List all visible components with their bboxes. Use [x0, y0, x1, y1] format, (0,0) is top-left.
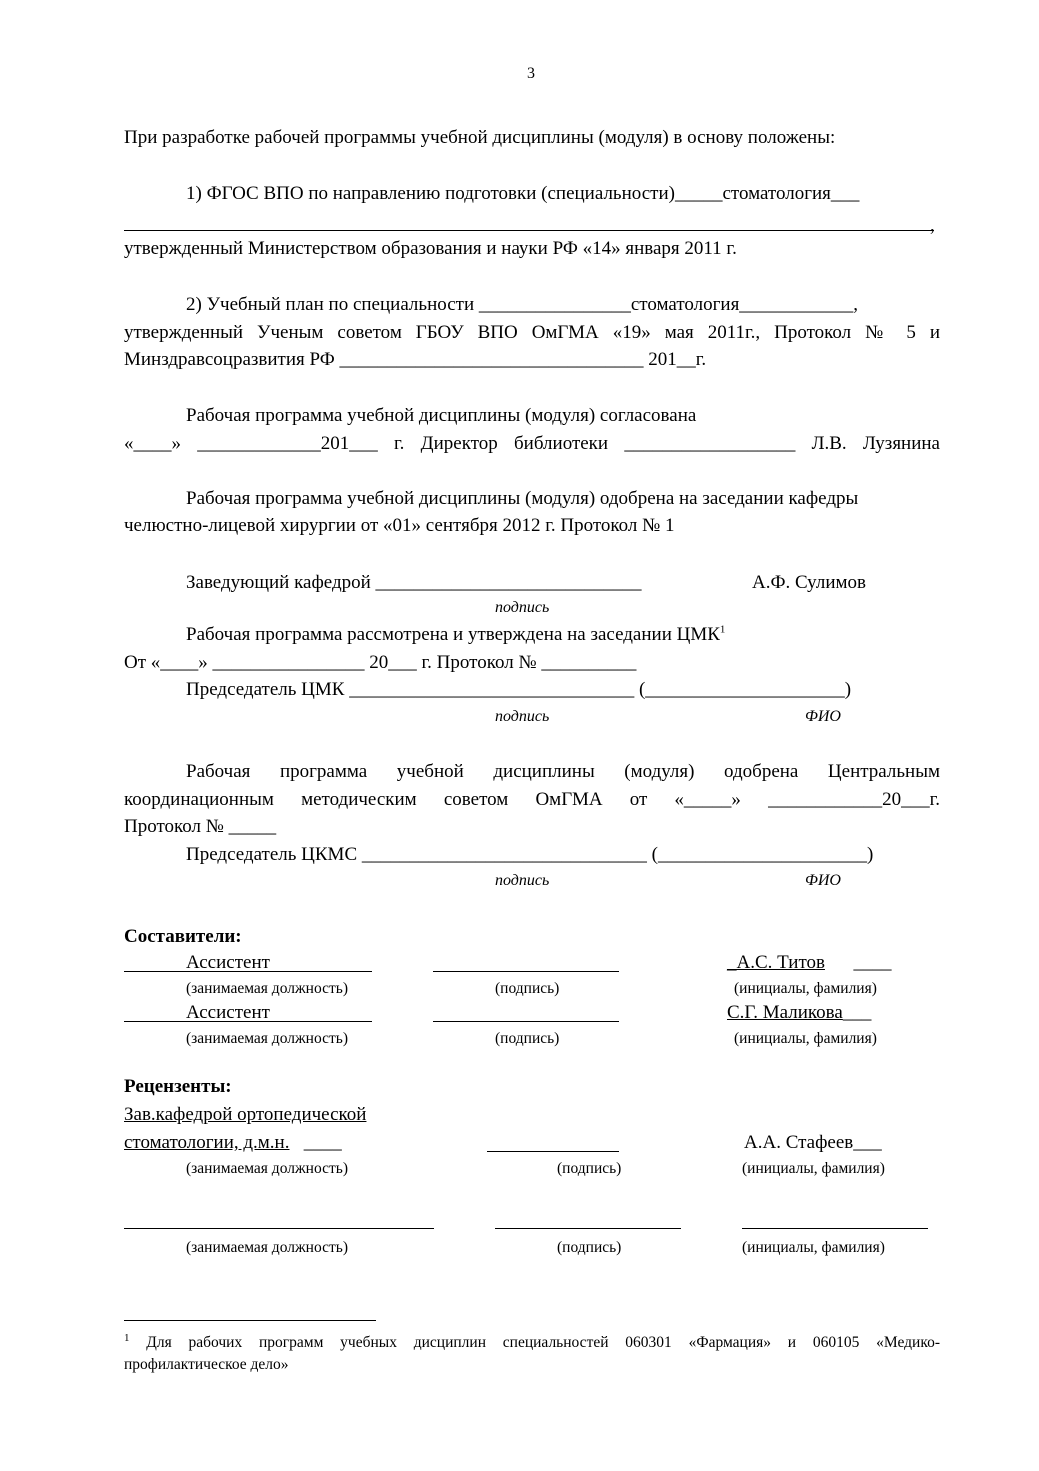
- footnote-separator: [124, 1320, 376, 1321]
- caption-signature: (подпись): [557, 1239, 622, 1256]
- compiler-position: Ассистент: [186, 952, 270, 973]
- comma: ,: [930, 215, 935, 236]
- name-line: [742, 1228, 928, 1229]
- item2-line2: утвержденный Ученым советом ГБОУ ВПО ОмГМА «19» мая 2011г., Протокол № 5 и: [124, 322, 940, 343]
- caption-signature: (подпись): [557, 1160, 622, 1177]
- ckms-line2: координационным методическим советом ОмГМА от «_____» ____________20___г.: [124, 789, 940, 810]
- reviewers-heading: Рецензенты:: [124, 1076, 232, 1097]
- cmk-line1: Рабочая программа рассмотрена и утверждена на заседании ЦМК$^1$: [186, 623, 726, 645]
- cmk-chair: Председатель ЦМК ______________________________ (_____________________): [186, 679, 852, 700]
- ckms-caption-name: ФИО: [805, 872, 841, 889]
- footnote-line2: профилактическое дело»: [124, 1356, 289, 1373]
- caption-name: (инициалы, фамилия): [734, 980, 877, 997]
- head-name: А.Ф. Сулимов: [752, 572, 866, 593]
- reviewer-name: А.А. Стафеев___: [744, 1132, 882, 1153]
- caption-position: (занимаемая должность): [186, 1030, 348, 1047]
- compiler-name: _А.С. Титов ____: [727, 952, 892, 973]
- caption-signature: (подпись): [495, 1030, 560, 1047]
- page-number: 3: [527, 65, 535, 82]
- item1-line3: утвержденный Министерством образования и науки РФ «14» января 2011 г.: [124, 238, 737, 259]
- caption-name: (инициалы, фамилия): [742, 1160, 885, 1177]
- reviewer-position-line2: стоматологии, д.м.н. ____: [124, 1132, 342, 1153]
- caption-name: (инициалы, фамилия): [734, 1030, 877, 1047]
- position-line: [124, 1228, 434, 1229]
- caption-position: (занимаемая должность): [186, 1160, 348, 1177]
- head-caption: подпись: [495, 599, 550, 616]
- cmk-caption-sign: подпись: [495, 708, 550, 725]
- signature-line: [433, 971, 619, 972]
- signature-line: [495, 1228, 681, 1229]
- item2-line1: 2) Учебный план по специальности ________________стоматология____________,: [186, 294, 859, 315]
- library-line1: Рабочая программа учебной дисциплины (модуля) согласована: [186, 405, 697, 426]
- ckms-line1: Рабочая программа учебной дисциплины (модуля) одобрена Центральным: [186, 761, 940, 782]
- reviewer-position-line1: Зав.кафедрой ортопедической: [124, 1104, 367, 1125]
- signature-line: [433, 1021, 619, 1022]
- ckms-line3: Протокол № _____: [124, 816, 277, 837]
- signature-line: [487, 1151, 619, 1152]
- compilers-heading: Составители:: [124, 926, 242, 947]
- item2-line3: Минздравсоцразвития РФ ________________________________ 201__г.: [124, 349, 707, 370]
- department-line1: Рабочая программа учебной дисциплины (модуля) одобрена на заседании кафедры: [186, 488, 859, 509]
- intro-text: При разработке рабочей программы учебной дисциплины (модуля) в основу положены:: [124, 127, 836, 148]
- footnote-ref: 1: [719, 623, 726, 636]
- compiler-position: Ассистент: [186, 1002, 270, 1023]
- caption-signature: (подпись): [495, 980, 560, 997]
- footnote-line1: $^1$ Для рабочих программ учебных дисциплин специальностей 060301 «Фармация» и 060105 «Медико-: [124, 1331, 941, 1351]
- ckms-chair: Председатель ЦКМС ______________________________ (______________________): [186, 844, 874, 865]
- blank-line: [124, 230, 934, 231]
- cmk-caption-name: ФИО: [805, 708, 841, 725]
- footnote-mark: 1: [124, 1331, 130, 1344]
- cmk-line2: От «____» ________________ 20___ г. Протокол № __________: [124, 652, 637, 673]
- caption-position: (занимаемая должность): [186, 980, 348, 997]
- caption-name: (инициалы, фамилия): [742, 1239, 885, 1256]
- compiler-name: С.Г. Маликова___: [727, 1002, 872, 1023]
- library-line2: «____» _____________201___ г. Директор библиотеки __________________ Л.В. Лузянина: [124, 433, 940, 454]
- department-line2: челюстно-лицевой хирургии от «01» сентября 2012 г. Протокол № 1: [124, 515, 675, 536]
- caption-position: (занимаемая должность): [186, 1239, 348, 1256]
- head-signature-line: Заведующий кафедрой ____________________________: [186, 572, 642, 593]
- item1-line1: 1) ФГОС ВПО по направлению подготовки (специальности)_____стоматология___: [186, 183, 860, 204]
- ckms-caption-sign: подпись: [495, 872, 550, 889]
